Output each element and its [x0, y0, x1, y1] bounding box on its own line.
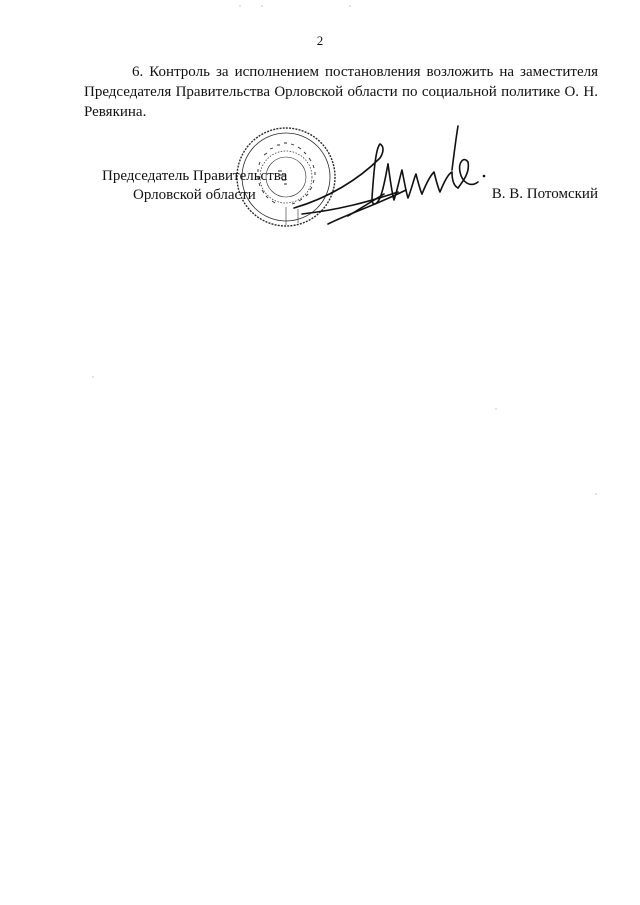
- handwritten-signature: [288, 118, 488, 228]
- page-number: 2: [316, 33, 324, 48]
- signer-name: В. В. Потомский: [491, 186, 598, 202]
- paragraph-6: 6. Контроль за исполнением постановления возложить на заместителя Председателя Правительства Орловской области по социальной политике О. Н. Ревякина.: [84, 64, 598, 120]
- signer-title-line1: Председатель Правительства: [102, 168, 288, 184]
- signer-title-line2: Орловской области: [133, 187, 256, 203]
